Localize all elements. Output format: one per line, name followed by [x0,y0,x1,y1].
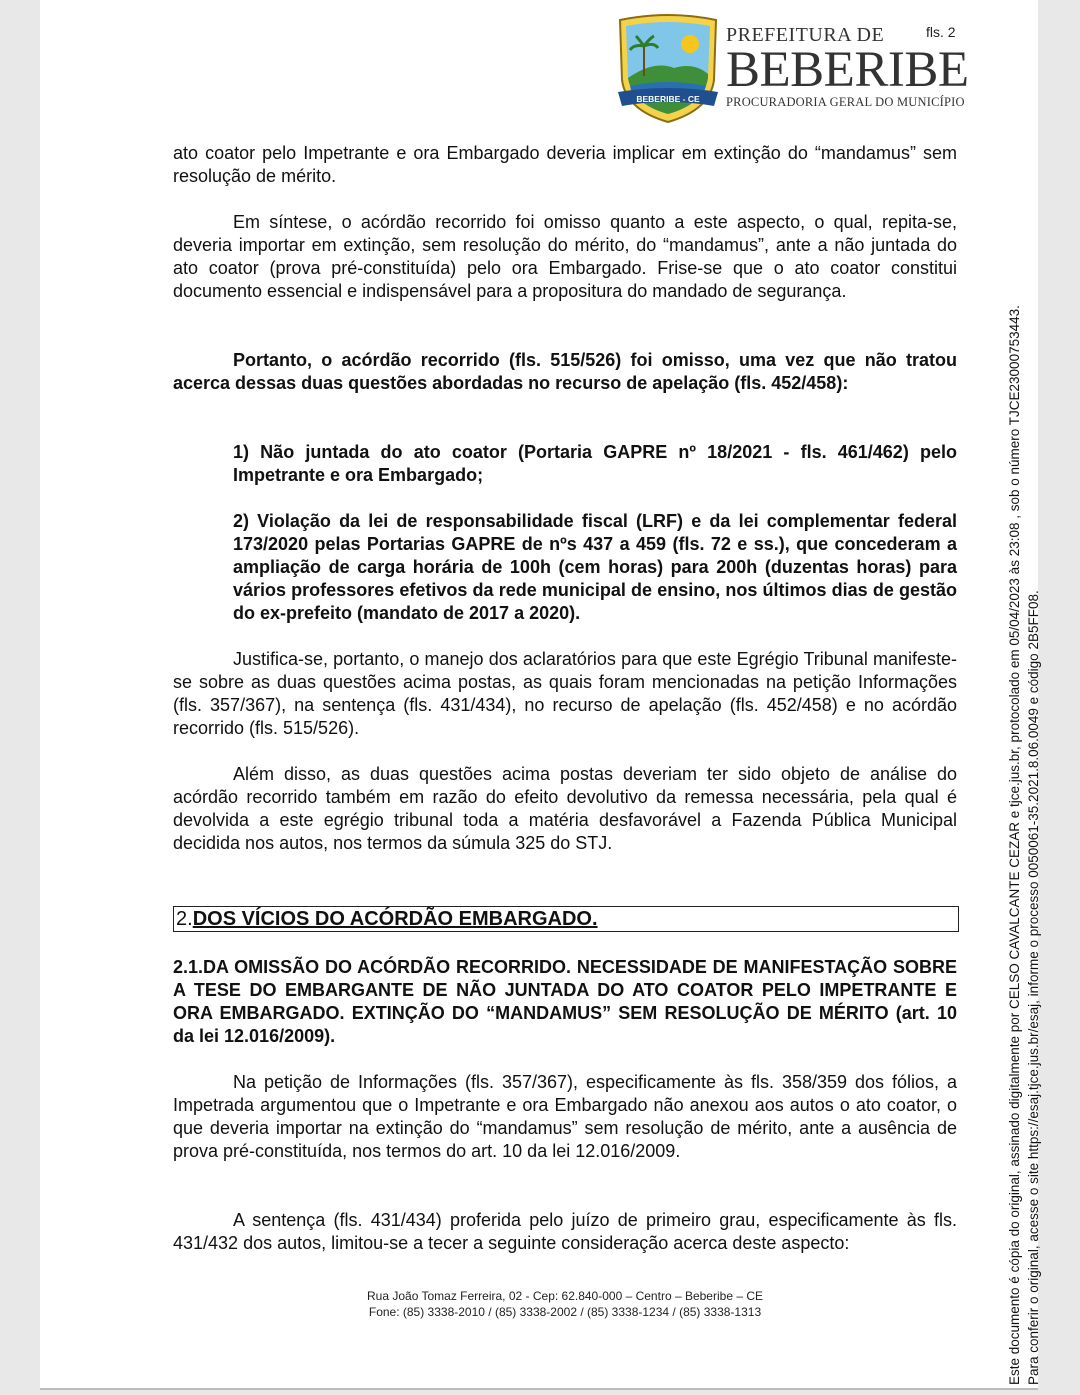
page-bottom-edge [40,1388,1038,1390]
page-number: fls. 2 [926,24,956,40]
brand-prefeitura: PREFEITURA DE [726,24,885,46]
subsection-heading-main: 2.1.DA OMISSÃO DO ACÓRDÃO RECORRIDO. NECESSIDADE DE MANIFESTAÇÃO SOBRE A TESE DO EMBARGANTE DE NÃO JUNTADA DO ATO COATOR PELO IMPETRANTE E ORA EMBARGADO. EXTINÇÃO DO “MANDAMUS” SEM RESOLUÇÃO DE MÉRITO [173,957,957,1023]
side-stamp-line-2: Para conferir o original, acesse o site https://esaj.tjce.jus.br/esaj, informe o processo 0050061-35.2021.8.06.0049 e código 2B5FF08. [1026,590,1041,1385]
logo-ribbon-text: BEBERIBE - CE [636,94,700,104]
paragraph-5: Além disso, as duas questões acima postas deveriam ter sido objeto de análise do acórdão recorrido também em razão do efeito devolutivo da remessa necessária, pela qual é devolvida a este egrégio tribunal toda a matéria desfavorável a Fazenda Pública Municipal decidida nos autos, nos termos da súmula 325 do STJ. [173,764,957,853]
paragraph-4: Justifica-se, portanto, o manejo dos aclaratórios para que este Egrégio Tribunal manifeste-se sobre as duas questões acima postas, as quais foram mencionadas na petição Informações (fls. 357/367), na sentença (fls. 431/434), no recurso de apelação (fls. 452/458) e no acórdão recorrido (fls. 515/526). [173,649,957,738]
subsection-heading [173,956,957,1048]
brand-procuradoria: PROCURADORIA GERAL DO MUNICÍPIO [726,95,965,109]
list-item-1: 1) Não juntada do ato coator (Portaria GAPRE nº 18/2021 - fls. 461/462) pelo Impetrante e ora Embargado; [233,442,957,485]
footer-address: Rua João Tomaz Ferreira, 02 - Cep: 62.840-000 – Centro – Beberibe – CE [367,1289,763,1303]
paragraph-2: Em síntese, o acórdão recorrido foi omisso quanto a este aspecto, o qual, repita-se, deveria importar em extinção, sem resolução do mérito, do “mandamus”, ante a não juntada do ato coator (prova pré-constituída) pelo ora Embargado. Frise-se que o ato coator constitui documento essencial e indispensável para a propositura do mandado de segurança. [173,212,957,301]
paragraph-6: Na petição de Informações (fls. 357/367), especificamente às fls. 358/359 dos fólios, a Impetrada argumentou que o Impetrante e ora Embargado não anexou aos autos o ato coator, o que deveria importar na extinção do “mandamus” sem resolução de mérito, ante a ausência de prova pré-constituída, nos termos do art. 10 da lei 12.016/2009. [173,1072,957,1161]
paragraph-1: ato coator pelo Impetrante e ora Embargado deveria implicar em extinção do “mandamus” sem resolução de mérito. [173,143,957,186]
footer-phone: Fone: (85) 3338-2010 / (85) 3338-2002 / (85) 3338-1234 / (85) 3338-1313 [368,1305,762,1319]
section-heading-number: 2. [176,908,193,930]
subsection-heading-ref: (art. 10 da lei 12.016/2009). [173,1003,957,1046]
side-authentication-stamp [1005,185,1043,1385]
side-stamp-line-1: Este documento é cópia do original, assinado digitalmente por CELSO CAVALCANTE CEZAR e tjce.jus.br, protocolado em 05/04/2023 às 23:08 , sob o número TJCE23000753443. [1007,305,1022,1385]
list-item-2: 2) Violação da lei de responsabilidade fiscal (LRF) e da lei complementar federal 173/2020 pelas Portarias GAPRE de nºs 437 a 459 (fls. 72 e ss.), que concederam a ampliação de carga horária de 100h (cem horas) para 200h (duzentas horas) para vários professores efetivos da rede municipal de ensino, nos últimos dias de gestão do ex-prefeito (mandato de 2017 a 2020). [233,511,957,623]
municipal-coat-of-arms-logo [614,14,722,126]
section-heading [173,906,959,932]
paragraph-7: A sentença (fls. 431/434) proferida pelo juízo de primeiro grau, especificamente às fls. 431/432 dos autos, limitou-se a tecer a seguinte consideração acerca deste aspecto: [173,1210,957,1253]
section-heading-title: DOS VÍCIOS DO ACÓRDÃO EMBARGADO. [192,908,598,930]
brand-name: BEBERIBE [726,42,969,98]
document-page [40,0,1038,1390]
paragraph-3: Portanto, o acórdão recorrido (fls. 515/526) foi omisso, uma vez que não tratou acerca dessas duas questões abordadas no recurso de apelação (fls. 452/458): [173,350,957,393]
